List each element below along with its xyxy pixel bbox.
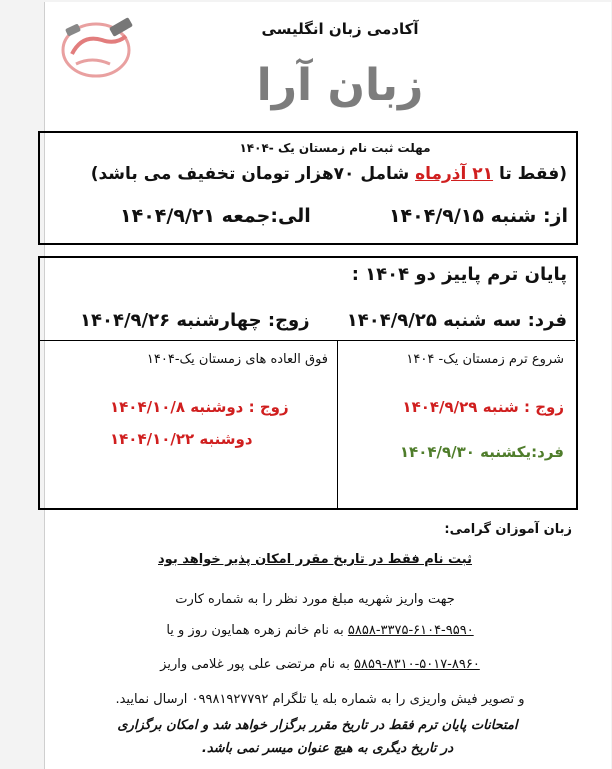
brand-title: زبان آرا [256,60,424,111]
term-box [38,256,578,510]
winter-term-even: زوج : شنبه ۱۴۰۴/۹/۲۹ [402,398,564,416]
discount-line [91,164,567,184]
fall-term-even: زوج: چهارشنبه ۱۴۰۴/۹/۲۶ [80,310,310,331]
receipt-instruction: و تصویر فیش واریزی را به شماره بله یا تلگرام ۰۹۹۸۱۹۲۷۷۹۲ ارسال نمایید. [115,692,525,707]
card-2-line [130,657,510,672]
divider [38,340,575,341]
card-number: ۵۸۵۹-۸۳۱۰-۵۰۱۷-۸۹۶۰ [354,657,480,672]
deadline-date: ۲۱ آذرماه [415,164,494,184]
registration-notice: ثبت نام فقط در تاریخ مقرر امکان پذیر خواهد بود [158,552,472,567]
payment-instruction: جهت واریز شهریه مبلغ مورد نظر را به شماره کارت [175,592,455,607]
academy-name: آکادمی زبان انگلیسی [261,20,419,38]
fall-term-title: پایان ترم پاییز دو ۱۴۰۴ : [351,264,567,285]
exam-notice-line-1: امتحانات پایان ترم فقط در تاریخ مقرر برگزار خواهد شد و امکان برگزاری [117,718,518,733]
notes-greeting: زبان آموزان گرامی: [444,522,572,537]
divider [337,340,338,508]
winter-term-title: شروع ترم زمستان یک- ۱۴۰۴ [406,352,564,367]
registration-to: الی:جمعه ۱۴۰۴/۹/۲۱ [120,205,311,227]
exam-notice-line-2: در تاریخ دیگری به هیچ عنوان میسر نمی باشد. [201,741,454,756]
extra-classes-title: فوق العاده های زمستان یک-۱۴۰۴ [146,352,328,367]
only-until: (فقط تا [498,164,567,184]
card-1-line [130,623,510,638]
card-number: ۵۸۵۸-۳۳۷۵-۶۱۰۴-۹۵۹۰ [347,623,474,638]
extra-class-odd: دوشنبه ۱۴۰۴/۱۰/۲۲ [110,430,253,448]
winter-term-odd: فرد:یکشنبه ۱۴۰۴/۹/۳۰ [399,443,564,461]
stamp-logo [58,16,144,84]
discount-text: شامل ۷۰هزار تومان تخفیف می باشد) [90,164,410,184]
fall-term-odd: فرد: سه شنبه ۱۴۰۴/۹/۲۵ [346,310,567,331]
extra-class-even: زوج : دوشنبه ۱۴۰۴/۱۰/۸ [110,398,289,416]
registration-from: از: شنبه ۱۴۰۴/۹/۱۵ [388,205,568,227]
card-holder: به نام مرتضی علی پور غلامی واریز [160,657,350,672]
registration-deadline: مهلت ثبت نام زمستان یک -۱۴۰۴ [239,141,431,155]
card-holder: به نام خانم زهره همایون روز و یا [166,623,344,638]
